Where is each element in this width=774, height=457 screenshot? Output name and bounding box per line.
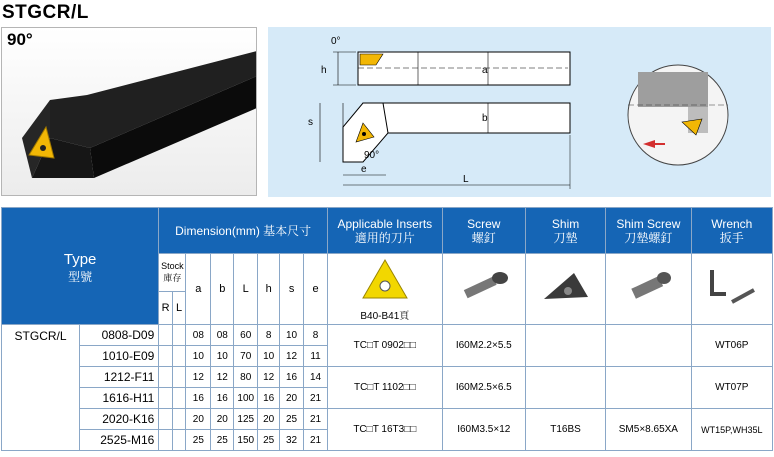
dim-h: 20 <box>258 409 280 430</box>
shim-icon <box>536 267 596 307</box>
wrench-icon <box>702 264 762 309</box>
screw-cell: I60M2.2×5.5 <box>442 325 525 367</box>
wrench-cell: WT06P <box>691 325 772 367</box>
angle-label: 90° <box>7 30 33 49</box>
model-cell: 1616-H11 <box>80 388 159 409</box>
spec-table <box>1 207 773 451</box>
stock-l-cell <box>172 346 186 367</box>
dim-label-a: a <box>482 65 488 76</box>
screw-cell: I60M2.5×6.5 <box>442 367 525 409</box>
angle-label-top: 0° <box>331 36 341 47</box>
dim-b: 16 <box>211 388 234 409</box>
insert-cell: TC□T 16T3□□ <box>328 409 443 451</box>
dim-label-s: s <box>308 117 313 128</box>
dim-col-L: L <box>234 254 258 325</box>
stock-header: Stock 庫存 <box>159 254 186 292</box>
shim-cell <box>525 367 605 409</box>
angle-label-90: 90° <box>364 150 380 161</box>
dim-L: 125 <box>234 409 258 430</box>
insert-icon-cell <box>328 254 443 325</box>
dim-e: 11 <box>304 346 328 367</box>
dim-a: 08 <box>186 325 211 346</box>
stock-r-cell <box>159 430 173 451</box>
shimscrew-header-cn: 刀墊螺釘 <box>624 230 673 245</box>
shim-cell <box>525 325 605 367</box>
wrench-header-cn: 扳手 <box>719 230 744 245</box>
dim-h: 16 <box>258 388 280 409</box>
stock-r-cell <box>159 346 173 367</box>
dim-b: 20 <box>211 409 234 430</box>
shimscrew-header-cell <box>606 208 691 254</box>
screw-header-cell <box>442 208 525 254</box>
stock-r-cell <box>159 325 173 346</box>
dim-h: 8 <box>258 325 280 346</box>
table-row <box>2 325 773 346</box>
stock-r-cell <box>159 388 173 409</box>
model-cell: 1212-F11 <box>80 367 159 388</box>
stock-l-cell <box>172 325 186 346</box>
type-header: Type <box>63 250 97 268</box>
dim-L: 60 <box>234 325 258 346</box>
dim-s: 10 <box>280 325 304 346</box>
shim-icon-cell <box>525 254 605 325</box>
dim-a: 12 <box>186 367 211 388</box>
table-row <box>2 409 773 430</box>
dim-a: 10 <box>186 346 211 367</box>
shimscrew-icon-cell <box>606 254 691 325</box>
shim-cell: T16BS <box>525 409 605 451</box>
dim-s: 16 <box>280 367 304 388</box>
dim-col-s: s <box>280 254 304 325</box>
model-cell: 2525-M16 <box>80 430 159 451</box>
stock-r-header: R <box>159 292 173 325</box>
stock-r-cell <box>159 409 173 430</box>
inserts-header: Applicable Inserts <box>337 216 433 231</box>
dim-L: 80 <box>234 367 258 388</box>
tool-holder-illustration <box>2 28 257 196</box>
screw-cell: I60M3.5×12 <box>442 409 525 451</box>
dim-col-e: e <box>304 254 328 325</box>
dim-e: 8 <box>304 325 328 346</box>
insert-cell: TC□T 0902□□ <box>328 325 443 367</box>
stock-l-cell <box>172 367 186 388</box>
dim-b: 08 <box>211 325 234 346</box>
dim-col-b: b <box>211 254 234 325</box>
shimscrew-cell <box>606 367 691 409</box>
model-cell: 1010-E09 <box>80 346 159 367</box>
shimscrew-cell <box>606 325 691 367</box>
wrench-header-cell <box>691 208 772 254</box>
dim-h: 12 <box>258 367 280 388</box>
dim-label-e: e <box>361 164 367 175</box>
type-header-cell <box>2 208 159 325</box>
dim-s: 12 <box>280 346 304 367</box>
dim-b: 10 <box>211 346 234 367</box>
dim-L: 150 <box>234 430 258 451</box>
model-cell: 0808-D09 <box>80 325 159 346</box>
dim-label-h: h <box>321 65 327 76</box>
shimscrew-header: Shim Screw <box>616 216 681 231</box>
dim-col-h: h <box>258 254 280 325</box>
technical-drawing <box>268 27 771 197</box>
product-title: STGCR/L <box>2 2 89 23</box>
stock-l-cell <box>172 409 186 430</box>
shim-header: Shim <box>551 216 580 231</box>
screw-icon <box>454 267 514 307</box>
wrench-header: Wrench <box>711 216 753 231</box>
screw-header: Screw <box>467 216 501 231</box>
dim-L: 100 <box>234 388 258 409</box>
inserts-header-cell <box>328 208 443 254</box>
shim-header-cn: 刀墊 <box>553 230 578 245</box>
stock-l-cell <box>172 430 186 451</box>
dim-a: 20 <box>186 409 211 430</box>
dim-e: 21 <box>304 430 328 451</box>
dim-h: 25 <box>258 430 280 451</box>
model-cell: 2020-K16 <box>80 409 159 430</box>
insert-page-ref: B40-B41頁 <box>360 310 410 322</box>
dim-label-L: L <box>463 174 469 185</box>
inserts-header-cn: 適用的刀片 <box>354 230 415 245</box>
stock-l-header: L <box>172 292 186 325</box>
dim-e: 14 <box>304 367 328 388</box>
dim-col-a: a <box>186 254 211 325</box>
insert-cell: TC□T 1102□□ <box>328 367 443 409</box>
wrench-cell: WT07P <box>691 367 772 409</box>
dim-s: 20 <box>280 388 304 409</box>
table-row <box>2 367 773 388</box>
screw-icon-cell <box>442 254 525 325</box>
dim-label-b: b <box>482 113 488 124</box>
screw-header-cn: 螺釘 <box>471 230 496 245</box>
dim-a: 16 <box>186 388 211 409</box>
wrench-icon-cell <box>691 254 772 325</box>
dim-e: 21 <box>304 409 328 430</box>
wrench-cell: WT15P,WH35L <box>691 409 772 451</box>
triangle-insert-icon <box>360 257 410 302</box>
type-header-cn: 型號 <box>68 269 93 284</box>
stock-r-cell <box>159 367 173 388</box>
dim-L: 70 <box>234 346 258 367</box>
dim-s: 32 <box>280 430 304 451</box>
dim-e: 21 <box>304 388 328 409</box>
dim-s: 25 <box>280 409 304 430</box>
shim-header-cell <box>525 208 605 254</box>
shimscrew-cell: SM5×8.65XA <box>606 409 691 451</box>
stock-l-cell <box>172 388 186 409</box>
dim-h: 10 <box>258 346 280 367</box>
type-name-cell: STGCR/L <box>2 325 80 451</box>
dim-b: 25 <box>211 430 234 451</box>
shim-screw-icon <box>618 267 678 307</box>
tool-photo <box>1 27 257 196</box>
dim-b: 12 <box>211 367 234 388</box>
dim-a: 25 <box>186 430 211 451</box>
dimension-header: Dimension(mm) 基本尺寸 <box>159 208 328 254</box>
